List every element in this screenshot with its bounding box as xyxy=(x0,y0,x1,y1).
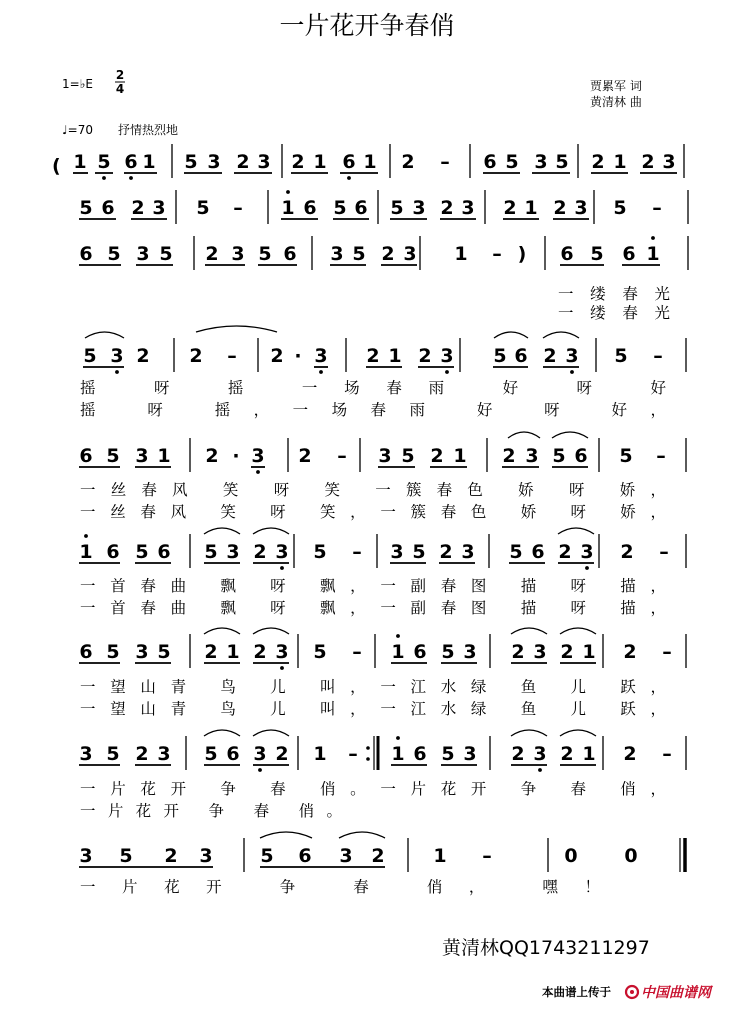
note: 3 xyxy=(580,541,594,563)
lyric-line: 一丝春风 笑 呀 笑 一簇春色 娇 呀 娇， xyxy=(80,481,666,499)
score-system xyxy=(79,236,688,270)
open-parenthesis: ( xyxy=(52,155,61,177)
note: 1 xyxy=(454,243,468,265)
note: 6 xyxy=(226,743,240,765)
slur-arc xyxy=(85,332,124,338)
note: 3 xyxy=(135,641,149,663)
note: 6 xyxy=(79,445,93,467)
duration-dash: – xyxy=(662,743,672,765)
note: 6 xyxy=(101,197,115,219)
note: 3 xyxy=(152,197,166,219)
note: 6 xyxy=(560,243,574,265)
time-sig-bottom: 4 xyxy=(115,82,125,96)
lyricist-credit: 贾累军 词 xyxy=(590,79,642,93)
note: 1 xyxy=(79,541,93,563)
note: 6 xyxy=(303,197,317,219)
note: 5 xyxy=(196,197,210,219)
score-system xyxy=(52,144,684,180)
augmentation-dot: · xyxy=(294,345,302,367)
slur-arc xyxy=(511,628,547,634)
note: 5 xyxy=(119,845,133,867)
note: 1 xyxy=(73,151,87,173)
note: 5 xyxy=(619,445,633,467)
note: 3 xyxy=(199,845,213,867)
note: 5 xyxy=(555,151,569,173)
note: 6 xyxy=(483,151,497,173)
octave-dot-below xyxy=(129,176,133,180)
note: 3 xyxy=(565,345,579,367)
note: 5 xyxy=(106,641,120,663)
note: 1 xyxy=(453,445,467,467)
note: 1 xyxy=(613,151,627,173)
note: 6 xyxy=(514,345,528,367)
note: 1 xyxy=(363,151,377,173)
score-system xyxy=(79,190,688,224)
lyric-line: 一片花开 争 春 俏， 嘿！ xyxy=(80,878,600,896)
note: 6 xyxy=(574,445,588,467)
duration-dash: – xyxy=(348,743,358,765)
repeat-dot xyxy=(366,757,370,761)
note: 5 xyxy=(204,541,218,563)
note: 5 xyxy=(106,743,120,765)
octave-dot-above xyxy=(651,236,655,240)
note: 3 xyxy=(533,641,547,663)
note: 2 xyxy=(430,445,444,467)
slur-arc xyxy=(494,332,528,338)
octave-dot-below xyxy=(258,768,262,772)
lyric-line: 一缕春光 xyxy=(558,304,670,322)
note: 1 xyxy=(524,197,538,219)
note: 1 xyxy=(142,151,156,173)
slur-arc xyxy=(543,332,579,338)
note: 5 xyxy=(258,243,272,265)
note: 5 xyxy=(159,243,173,265)
note: 2 xyxy=(591,151,605,173)
note: 3 xyxy=(525,445,539,467)
author-signature: 黄清林QQ1743211297 xyxy=(442,937,650,959)
note: 1 xyxy=(391,641,405,663)
duration-dash: – xyxy=(227,345,237,367)
lyric-line: 一望山青 鸟 儿 叫，一江水绿 鱼 儿 跃， xyxy=(80,700,666,718)
note: 5 xyxy=(590,243,604,265)
score-system xyxy=(79,628,686,670)
site-logo-text: 中国曲谱网 xyxy=(641,985,711,1001)
note: 2 xyxy=(205,445,219,467)
note: 3 xyxy=(403,243,417,265)
note: 3 xyxy=(378,445,392,467)
duration-dash: – xyxy=(492,243,502,265)
note: 5 xyxy=(493,345,507,367)
octave-dot-above xyxy=(84,534,88,538)
note: 2 xyxy=(440,197,454,219)
slur-arc xyxy=(560,730,596,736)
note: 2 xyxy=(620,541,634,563)
duration-dash: – xyxy=(337,445,347,467)
octave-dot-below xyxy=(102,176,106,180)
site-logo-icon xyxy=(626,986,638,998)
note: 5 xyxy=(157,641,171,663)
note: 3 xyxy=(275,641,289,663)
upload-footer xyxy=(542,984,714,1001)
note: 2 xyxy=(623,641,637,663)
note: 3 xyxy=(463,743,477,765)
note: 3 xyxy=(534,151,548,173)
note: 2 xyxy=(439,541,453,563)
note: 3 xyxy=(135,445,149,467)
slur-arc xyxy=(552,432,588,438)
score-system xyxy=(83,326,686,374)
octave-dot-below xyxy=(445,370,449,374)
note: 6 xyxy=(354,197,368,219)
note: 2 xyxy=(131,197,145,219)
time-sig-top: 2 xyxy=(115,68,125,82)
note: 5 xyxy=(184,151,198,173)
slur-arc xyxy=(511,730,547,736)
note: 3 xyxy=(412,197,426,219)
note: 2 xyxy=(381,243,395,265)
note: 2 xyxy=(553,197,567,219)
note: 1 xyxy=(391,743,405,765)
lyric-line: 摇 呀 摇 一场春雨 好 呀 好 xyxy=(80,379,667,397)
note: 0 xyxy=(564,845,578,867)
note: 5 xyxy=(313,641,327,663)
duration-dash: – xyxy=(653,345,663,367)
note: 5 xyxy=(614,345,628,367)
octave-dot-below xyxy=(347,176,351,180)
note: 5 xyxy=(333,197,347,219)
note: 3 xyxy=(136,243,150,265)
score-system xyxy=(79,432,686,474)
note: 6 xyxy=(283,243,297,265)
note: 3 xyxy=(207,151,221,173)
note: 3 xyxy=(339,845,353,867)
note: 2 xyxy=(511,641,525,663)
octave-dot-below xyxy=(570,370,574,374)
note: 6 xyxy=(531,541,545,563)
note: 2 xyxy=(291,151,305,173)
octave-dot-above xyxy=(396,634,400,638)
note: 2 xyxy=(298,445,312,467)
note: 1 xyxy=(281,197,295,219)
octave-dot-below xyxy=(280,566,284,570)
score-system xyxy=(79,730,686,772)
upload-label: 本曲谱上传于 xyxy=(542,985,611,999)
duration-dash: – xyxy=(233,197,243,219)
slur-arc xyxy=(196,326,277,332)
note: 5 xyxy=(401,445,415,467)
duration-dash: – xyxy=(662,641,672,663)
note: 6 xyxy=(622,243,636,265)
note: 5 xyxy=(552,445,566,467)
note: 2 xyxy=(366,345,380,367)
note: 5 xyxy=(412,541,426,563)
note: 2 xyxy=(543,345,557,367)
slur-arc xyxy=(253,528,289,534)
note: 5 xyxy=(509,541,523,563)
note: 6 xyxy=(106,541,120,563)
note: 5 xyxy=(79,197,93,219)
note: 3 xyxy=(110,345,124,367)
note: 5 xyxy=(313,541,327,563)
note: 1 xyxy=(157,445,171,467)
lyrics xyxy=(80,285,670,896)
lyric-line: 一片花开 争 春 俏。一片花开 争 春 俏， xyxy=(80,780,666,798)
note: 1 xyxy=(582,641,596,663)
note: 2 xyxy=(371,845,385,867)
slur-arc xyxy=(558,528,594,534)
note: 6 xyxy=(124,151,138,173)
note: 3 xyxy=(440,345,454,367)
note: 5 xyxy=(83,345,97,367)
lyric-line: 摇 呀 摇，一场春雨 好 呀 好， xyxy=(80,401,666,419)
note: 2 xyxy=(641,151,655,173)
note: 2 xyxy=(136,345,150,367)
note: 3 xyxy=(330,243,344,265)
repeat-dot xyxy=(366,746,370,750)
key-label: 1=♭E xyxy=(62,77,93,91)
note: 1 xyxy=(582,743,596,765)
page-title: 一片花开争春俏 xyxy=(279,11,455,40)
note: 0 xyxy=(624,845,638,867)
note: 2 xyxy=(164,845,178,867)
duration-dash: – xyxy=(352,641,362,663)
duration-dash: – xyxy=(352,541,362,563)
note: 1 xyxy=(226,641,240,663)
note: 2 xyxy=(275,743,289,765)
note: 2 xyxy=(560,743,574,765)
duration-dash: – xyxy=(482,845,492,867)
slur-arc xyxy=(204,628,240,634)
note: 1 xyxy=(433,845,447,867)
note: 2 xyxy=(401,151,415,173)
octave-dot-below xyxy=(585,566,589,570)
note: 1 xyxy=(313,151,327,173)
note: 3 xyxy=(662,151,676,173)
lyric-line: 一望山青 鸟 儿 叫，一江水绿 鱼 儿 跃， xyxy=(80,678,666,696)
slur-arc xyxy=(508,432,540,438)
note: 6 xyxy=(157,541,171,563)
note: 2 xyxy=(503,197,517,219)
lyric-line: 一首春曲 飘 呀 飘，一副春图 描 呀 描， xyxy=(80,577,666,595)
octave-dot-below xyxy=(319,370,323,374)
octave-dot-below xyxy=(115,370,119,374)
note: 3 xyxy=(314,345,328,367)
note: 2 xyxy=(502,445,516,467)
note: 6 xyxy=(79,243,93,265)
note: 5 xyxy=(97,151,111,173)
octave-dot-above xyxy=(396,736,400,740)
note: 2 xyxy=(270,345,284,367)
score-system xyxy=(79,528,686,570)
note: 3 xyxy=(533,743,547,765)
octave-dot-below xyxy=(538,768,542,772)
note: 5 xyxy=(204,743,218,765)
duration-dash: – xyxy=(659,541,669,563)
slur-arc xyxy=(204,730,240,736)
composer-credit: 黄清林 曲 xyxy=(590,95,642,109)
lyric-line: 一片花开 争 春 俏。 xyxy=(80,802,342,820)
slur-arc xyxy=(253,628,289,634)
augmentation-dot: · xyxy=(232,445,240,467)
expression-marking: 抒情热烈地 xyxy=(118,123,179,137)
note: 1 xyxy=(646,243,660,265)
note: 5 xyxy=(107,243,121,265)
note: 3 xyxy=(461,197,475,219)
slur-arc xyxy=(253,730,289,736)
note: 2 xyxy=(558,541,572,563)
note: 5 xyxy=(260,845,274,867)
note: 5 xyxy=(441,641,455,663)
note: 1 xyxy=(313,743,327,765)
note: 3 xyxy=(226,541,240,563)
note: ) xyxy=(517,243,527,265)
note: 2 xyxy=(236,151,250,173)
duration-dash: – xyxy=(440,151,450,173)
slur-arc xyxy=(260,832,312,838)
note: 2 xyxy=(135,743,149,765)
note: 2 xyxy=(253,541,267,563)
octave-dot-below xyxy=(256,470,260,474)
lyric-line: 一缕春光 xyxy=(558,285,670,303)
note: 5 xyxy=(613,197,627,219)
note: 1 xyxy=(388,345,402,367)
note: 2 xyxy=(418,345,432,367)
note: 5 xyxy=(352,243,366,265)
note: 5 xyxy=(135,541,149,563)
note: 2 xyxy=(205,243,219,265)
octave-dot-below xyxy=(280,666,284,670)
note: 2 xyxy=(623,743,637,765)
note: 3 xyxy=(251,445,265,467)
note: 3 xyxy=(79,743,93,765)
note: 6 xyxy=(413,641,427,663)
tempo-marking: ♩=70 xyxy=(62,123,93,137)
note: 2 xyxy=(511,743,525,765)
note: 6 xyxy=(298,845,312,867)
duration-dash: – xyxy=(656,445,666,467)
note: 5 xyxy=(441,743,455,765)
note: 3 xyxy=(253,743,267,765)
note: 3 xyxy=(390,541,404,563)
note: 3 xyxy=(157,743,171,765)
note: 3 xyxy=(461,541,475,563)
slur-arc xyxy=(560,628,596,634)
note: 3 xyxy=(574,197,588,219)
slur-arc xyxy=(204,528,240,534)
slur-arc xyxy=(339,832,385,838)
octave-dot-above xyxy=(286,190,290,194)
note: 3 xyxy=(257,151,271,173)
duration-dash: – xyxy=(652,197,662,219)
note: 2 xyxy=(189,345,203,367)
note: 3 xyxy=(79,845,93,867)
lyric-line: 一首春曲 飘 呀 飘，一副春图 描 呀 描， xyxy=(80,599,666,617)
key-signature xyxy=(62,68,125,96)
note: 6 xyxy=(79,641,93,663)
note: 5 xyxy=(390,197,404,219)
note: 3 xyxy=(231,243,245,265)
note: 3 xyxy=(275,541,289,563)
note: 2 xyxy=(560,641,574,663)
note: 2 xyxy=(253,641,267,663)
lyric-line: 一丝春风 笑 呀 笑，一簇春色 娇 呀 娇， xyxy=(80,503,666,521)
note: 3 xyxy=(463,641,477,663)
note: 5 xyxy=(505,151,519,173)
score-system xyxy=(79,832,685,872)
note: 5 xyxy=(106,445,120,467)
note: 6 xyxy=(413,743,427,765)
note: 2 xyxy=(204,641,218,663)
note: 6 xyxy=(342,151,356,173)
